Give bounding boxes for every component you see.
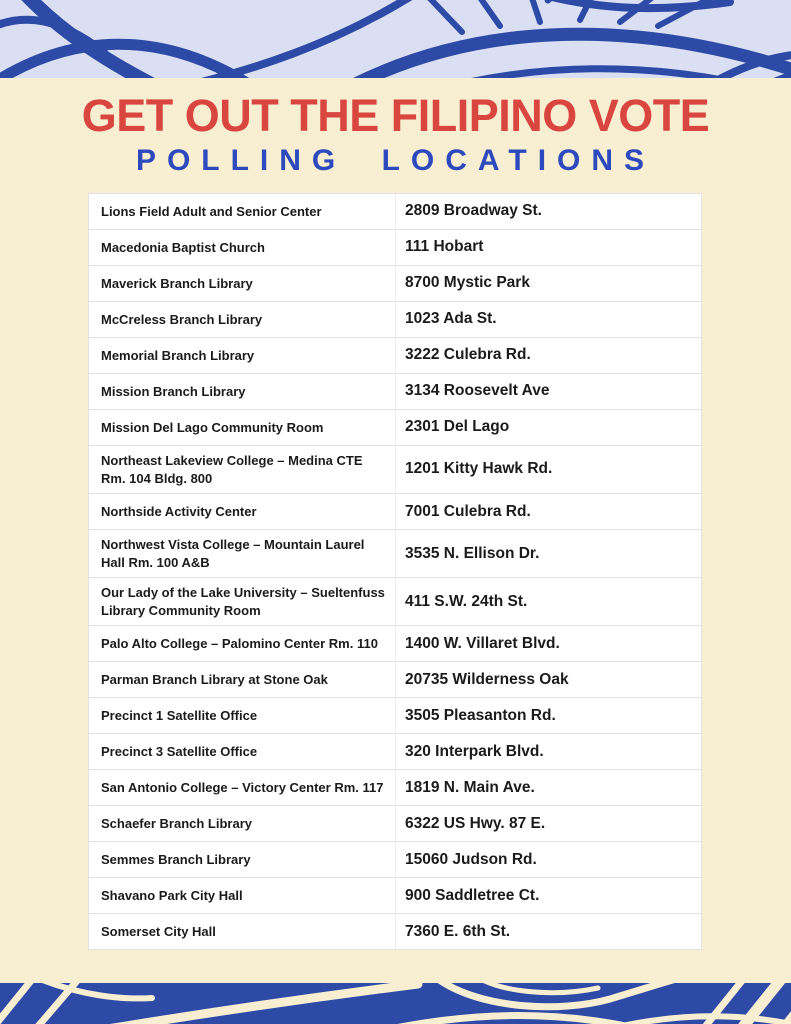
location-address: 411 S.W. 24th St.	[405, 592, 528, 610]
location-name: Northside Activity Center	[89, 494, 396, 529]
poster-header	[0, 92, 791, 178]
location-name: Northwest Vista College – Mountain Laurel Hall Rm. 100 A&B	[89, 530, 396, 577]
location-address: 3134 Roosevelt Ave	[405, 382, 550, 400]
table-row	[88, 805, 702, 842]
wave-lines-icon	[0, 0, 791, 78]
table-row	[88, 493, 702, 530]
table-row	[88, 625, 702, 662]
location-name: Macedonia Baptist Church	[89, 230, 396, 265]
location-address: 900 Saddletree Ct.	[405, 886, 540, 904]
table-row	[88, 229, 702, 266]
table-row	[88, 373, 702, 410]
table-row	[88, 577, 702, 626]
location-name: Semmes Branch Library	[89, 842, 396, 877]
location-address: 3535 N. Ellison Dr.	[405, 544, 540, 562]
location-address: 1023 Ada St.	[405, 310, 497, 328]
location-address: 6322 US Hwy. 87 E.	[405, 814, 546, 832]
table-row	[88, 913, 702, 950]
location-name: Palo Alto College – Palomino Center Rm. 110	[89, 626, 396, 661]
table-row	[88, 661, 702, 698]
location-address: 1201 Kitty Hawk Rd.	[405, 460, 553, 478]
location-name: Parman Branch Library at Stone Oak	[89, 662, 396, 697]
location-address: 3222 Culebra Rd.	[405, 346, 531, 364]
location-name: Lions Field Adult and Senior Center	[89, 194, 396, 229]
location-name: Mission Branch Library	[89, 374, 396, 409]
location-address: 111 Hobart	[405, 238, 484, 256]
location-address: 20735 Wilderness Oak	[405, 670, 569, 688]
location-address: 320 Interpark Blvd.	[405, 742, 544, 760]
wave-lines-icon	[0, 983, 791, 1024]
location-name: Our Lady of the Lake University – Sueltenfuss Library Community Room	[89, 578, 396, 625]
table-row	[88, 841, 702, 878]
table-row	[88, 301, 702, 338]
table-row	[88, 733, 702, 770]
location-address: 2809 Broadway St.	[405, 202, 542, 220]
location-address: 7001 Culebra Rd.	[405, 502, 531, 520]
location-address: 7360 E. 6th St.	[405, 922, 511, 940]
location-address: 1400 W. Villaret Blvd.	[405, 634, 560, 652]
location-name: Northeast Lakeview College – Medina CTE Rm. 104 Bldg. 800	[89, 446, 396, 493]
location-name: Precinct 1 Satellite Office	[89, 698, 396, 733]
location-name: McCreless Branch Library	[89, 302, 396, 337]
location-name: Shavano Park City Hall	[89, 878, 396, 913]
table-row	[88, 697, 702, 734]
location-address: 15060 Judson Rd.	[405, 850, 537, 868]
top-wave-pattern	[0, 0, 791, 78]
bottom-wave-pattern	[0, 983, 791, 1024]
location-name: Precinct 3 Satellite Office	[89, 734, 396, 769]
table-row	[88, 337, 702, 374]
location-address: 8700 Mystic Park	[405, 274, 530, 292]
page-subtitle: POLLING LOCATIONS	[135, 144, 656, 178]
location-name: Schaefer Branch Library	[89, 806, 396, 841]
location-address: 1819 N. Main Ave.	[405, 778, 535, 796]
location-name: Somerset City Hall	[89, 914, 396, 949]
table-row	[88, 265, 702, 302]
location-address: 2301 Del Lago	[405, 418, 510, 436]
table-row	[88, 409, 702, 446]
page-title: GET OUT THE FILIPINO VOTE	[81, 90, 710, 141]
location-name: Maverick Branch Library	[89, 266, 396, 301]
location-name: Memorial Branch Library	[89, 338, 396, 373]
table-row	[88, 877, 702, 914]
polling-locations-table	[88, 194, 702, 950]
location-name: San Antonio College – Victory Center Rm. 117	[89, 770, 396, 805]
table-row	[88, 529, 702, 578]
table-row	[88, 193, 702, 230]
table-row	[88, 445, 702, 494]
table-row	[88, 769, 702, 806]
location-name: Mission Del Lago Community Room	[89, 410, 396, 445]
location-address: 3505 Pleasanton Rd.	[405, 706, 556, 724]
